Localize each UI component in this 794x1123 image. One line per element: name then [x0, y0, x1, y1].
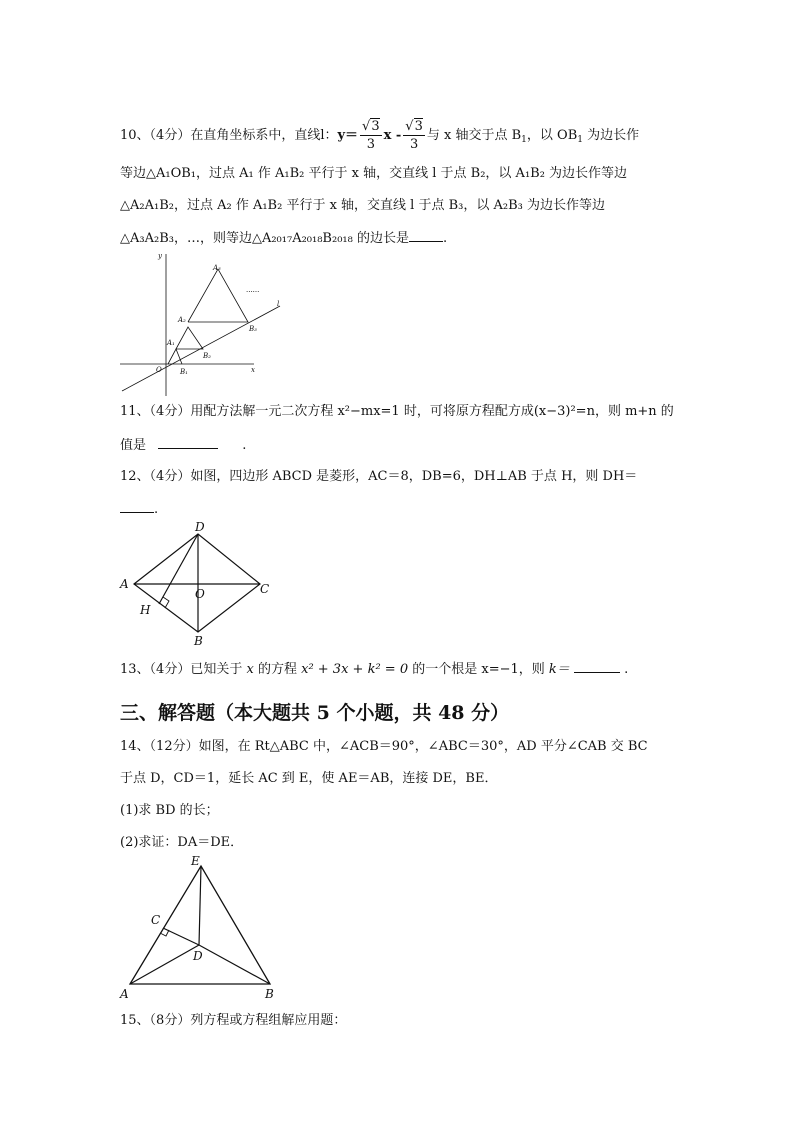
q12-line1: 12、（4分）如图，四边形 ABCD 是菱形，AC＝8，DB=6，DH⊥AB 于点 H，则 DH＝ [120, 469, 638, 484]
q10-tail2: ，以 OB [526, 128, 578, 143]
q13-lead: 13、（4分）已知关于 [120, 662, 243, 677]
q12-label-O: O [195, 587, 205, 601]
q10-answer-blank [409, 229, 443, 242]
q12-rhombus [134, 534, 260, 632]
q14-label-E: E [191, 854, 200, 868]
q10-tail3: 为边长作 [582, 128, 640, 143]
q12-segment-DH [159, 534, 198, 604]
q14-label-A: A [120, 987, 129, 1001]
q14-part2: (2)求证：DA＝DE． [120, 835, 244, 850]
q10-triangle-3 [188, 269, 248, 322]
q10-den-1: 3 [366, 137, 375, 152]
q10-A2-label: A₂ [178, 316, 186, 324]
q13-answer-blank [574, 660, 620, 673]
q12-answer-blank [120, 500, 154, 513]
q10-line4-end: . [442, 231, 448, 246]
q10-B1-label: B₁ [180, 368, 188, 376]
q14-label-B: B [265, 987, 274, 1001]
q13-tail: 的一个根是 x=−1，则 [412, 662, 545, 677]
q10-A3-label: A₃ [213, 264, 221, 272]
q11-line2 [120, 436, 246, 455]
q10-dots: ...... [246, 286, 260, 294]
q13-k-eq: k＝ [548, 662, 570, 677]
q12-figure [118, 518, 278, 648]
q14-label-C: C [151, 913, 161, 927]
q13-line1 [120, 660, 628, 679]
q10-tail2-sub: 1 [577, 135, 583, 145]
q10-A1-label: A₁ [167, 339, 175, 347]
q11-line1: 11、（4分）用配方法解一元二次方程 x²−mx=1 时，可将原方程配方成(x−3)²=n，则 m+n 的 [120, 404, 674, 419]
q11-line2-b: . [242, 438, 247, 453]
q12-label-D: D [195, 520, 205, 534]
q15-line1: 15、（8分）列方程或方程组解应用题： [120, 1013, 347, 1028]
q10-triangle-1 [168, 349, 182, 364]
q13-equation: x² + 3x + k² = 0 [301, 662, 409, 677]
q10-y-eq: y＝ [337, 128, 359, 143]
q10-line4 [120, 229, 447, 248]
q14-segment-AD [130, 945, 199, 984]
q12-line2-end: . [154, 502, 159, 517]
q10-line4-text: △A₃A₂B₃，…，则等边△A₂₀₁₇A₂₀₁₈B₂₀₁₈ 的边长是 [120, 231, 409, 246]
q10-o-label: O [156, 366, 162, 374]
q10-fraction-1: $\frac{√3}{3}$ [362, 119, 380, 152]
q10-tail1-sub: 1 [521, 135, 527, 145]
q12-label-A: A [120, 577, 129, 591]
q10-line1 [120, 116, 639, 156]
q13-mid: 的方程 [257, 662, 297, 677]
q14-line1: 14、（12分）如图，在 Rt△ABC 中，∠ACB＝90°，∠ABC＝30°，AD 平分∠CAB 交 BC [120, 739, 648, 754]
q14-line2: 于点 D，CD＝1，延长 AC 到 E，使 AE＝AB，连接 DE，BE． [120, 771, 498, 786]
q10-x-minus: x - [383, 128, 402, 143]
q12-label-H: H [140, 603, 151, 617]
q10-B2-label: B₂ [203, 352, 211, 360]
q12-label-B: B [194, 634, 203, 648]
section-3-title: 三、解答题（本大题共 5 个小题，共 48 分） [120, 702, 510, 724]
q10-line3: △A₂A₁B₂，过点 A₂ 作 A₁B₂ 平行于 x 轴，交直线 l 于点 B₃，以 A₂B₃ 为边长作等边 [120, 198, 605, 213]
q10-lead: 10、（4分）在直角坐标系中，直线l： [120, 128, 338, 143]
q13-var-x: x [246, 662, 254, 677]
q10-den-2: 3 [409, 137, 419, 152]
q10-triangle-2 [176, 327, 203, 349]
q10-fraction-2: $\frac{√3}{3}$ [405, 119, 423, 152]
q14-part1: (1)求 BD 的长； [120, 803, 219, 818]
q13-end: . [624, 662, 629, 677]
q14-label-D: D [193, 949, 203, 963]
q10-line-l [122, 306, 280, 391]
q10-x-label: x [251, 366, 255, 374]
q10-B3-label: B₃ [249, 325, 257, 333]
q10-tail1: 与 x 轴交于点 B [426, 128, 522, 143]
q10-l-label: l [277, 300, 280, 308]
q14-figure [118, 852, 288, 1004]
q12-label-C: C [260, 582, 270, 596]
q10-line2: 等边△A₁OB₁，过点 A₁ 作 A₁B₂ 平行于 x 轴，交直线 l 于点 B₂，以 A₁B₂ 为边长作等边 [120, 166, 628, 181]
q10-figure [120, 248, 290, 400]
q10-sqrt-1: 3 [371, 119, 380, 134]
q11-answer-blank [158, 436, 218, 449]
q10-y-label: y [158, 252, 162, 260]
q12-line2 [120, 500, 158, 519]
q11-line2-a: 值是 [120, 438, 147, 453]
q14-segment-DE [199, 866, 201, 945]
q10-sqrt-2: 3 [414, 119, 423, 134]
